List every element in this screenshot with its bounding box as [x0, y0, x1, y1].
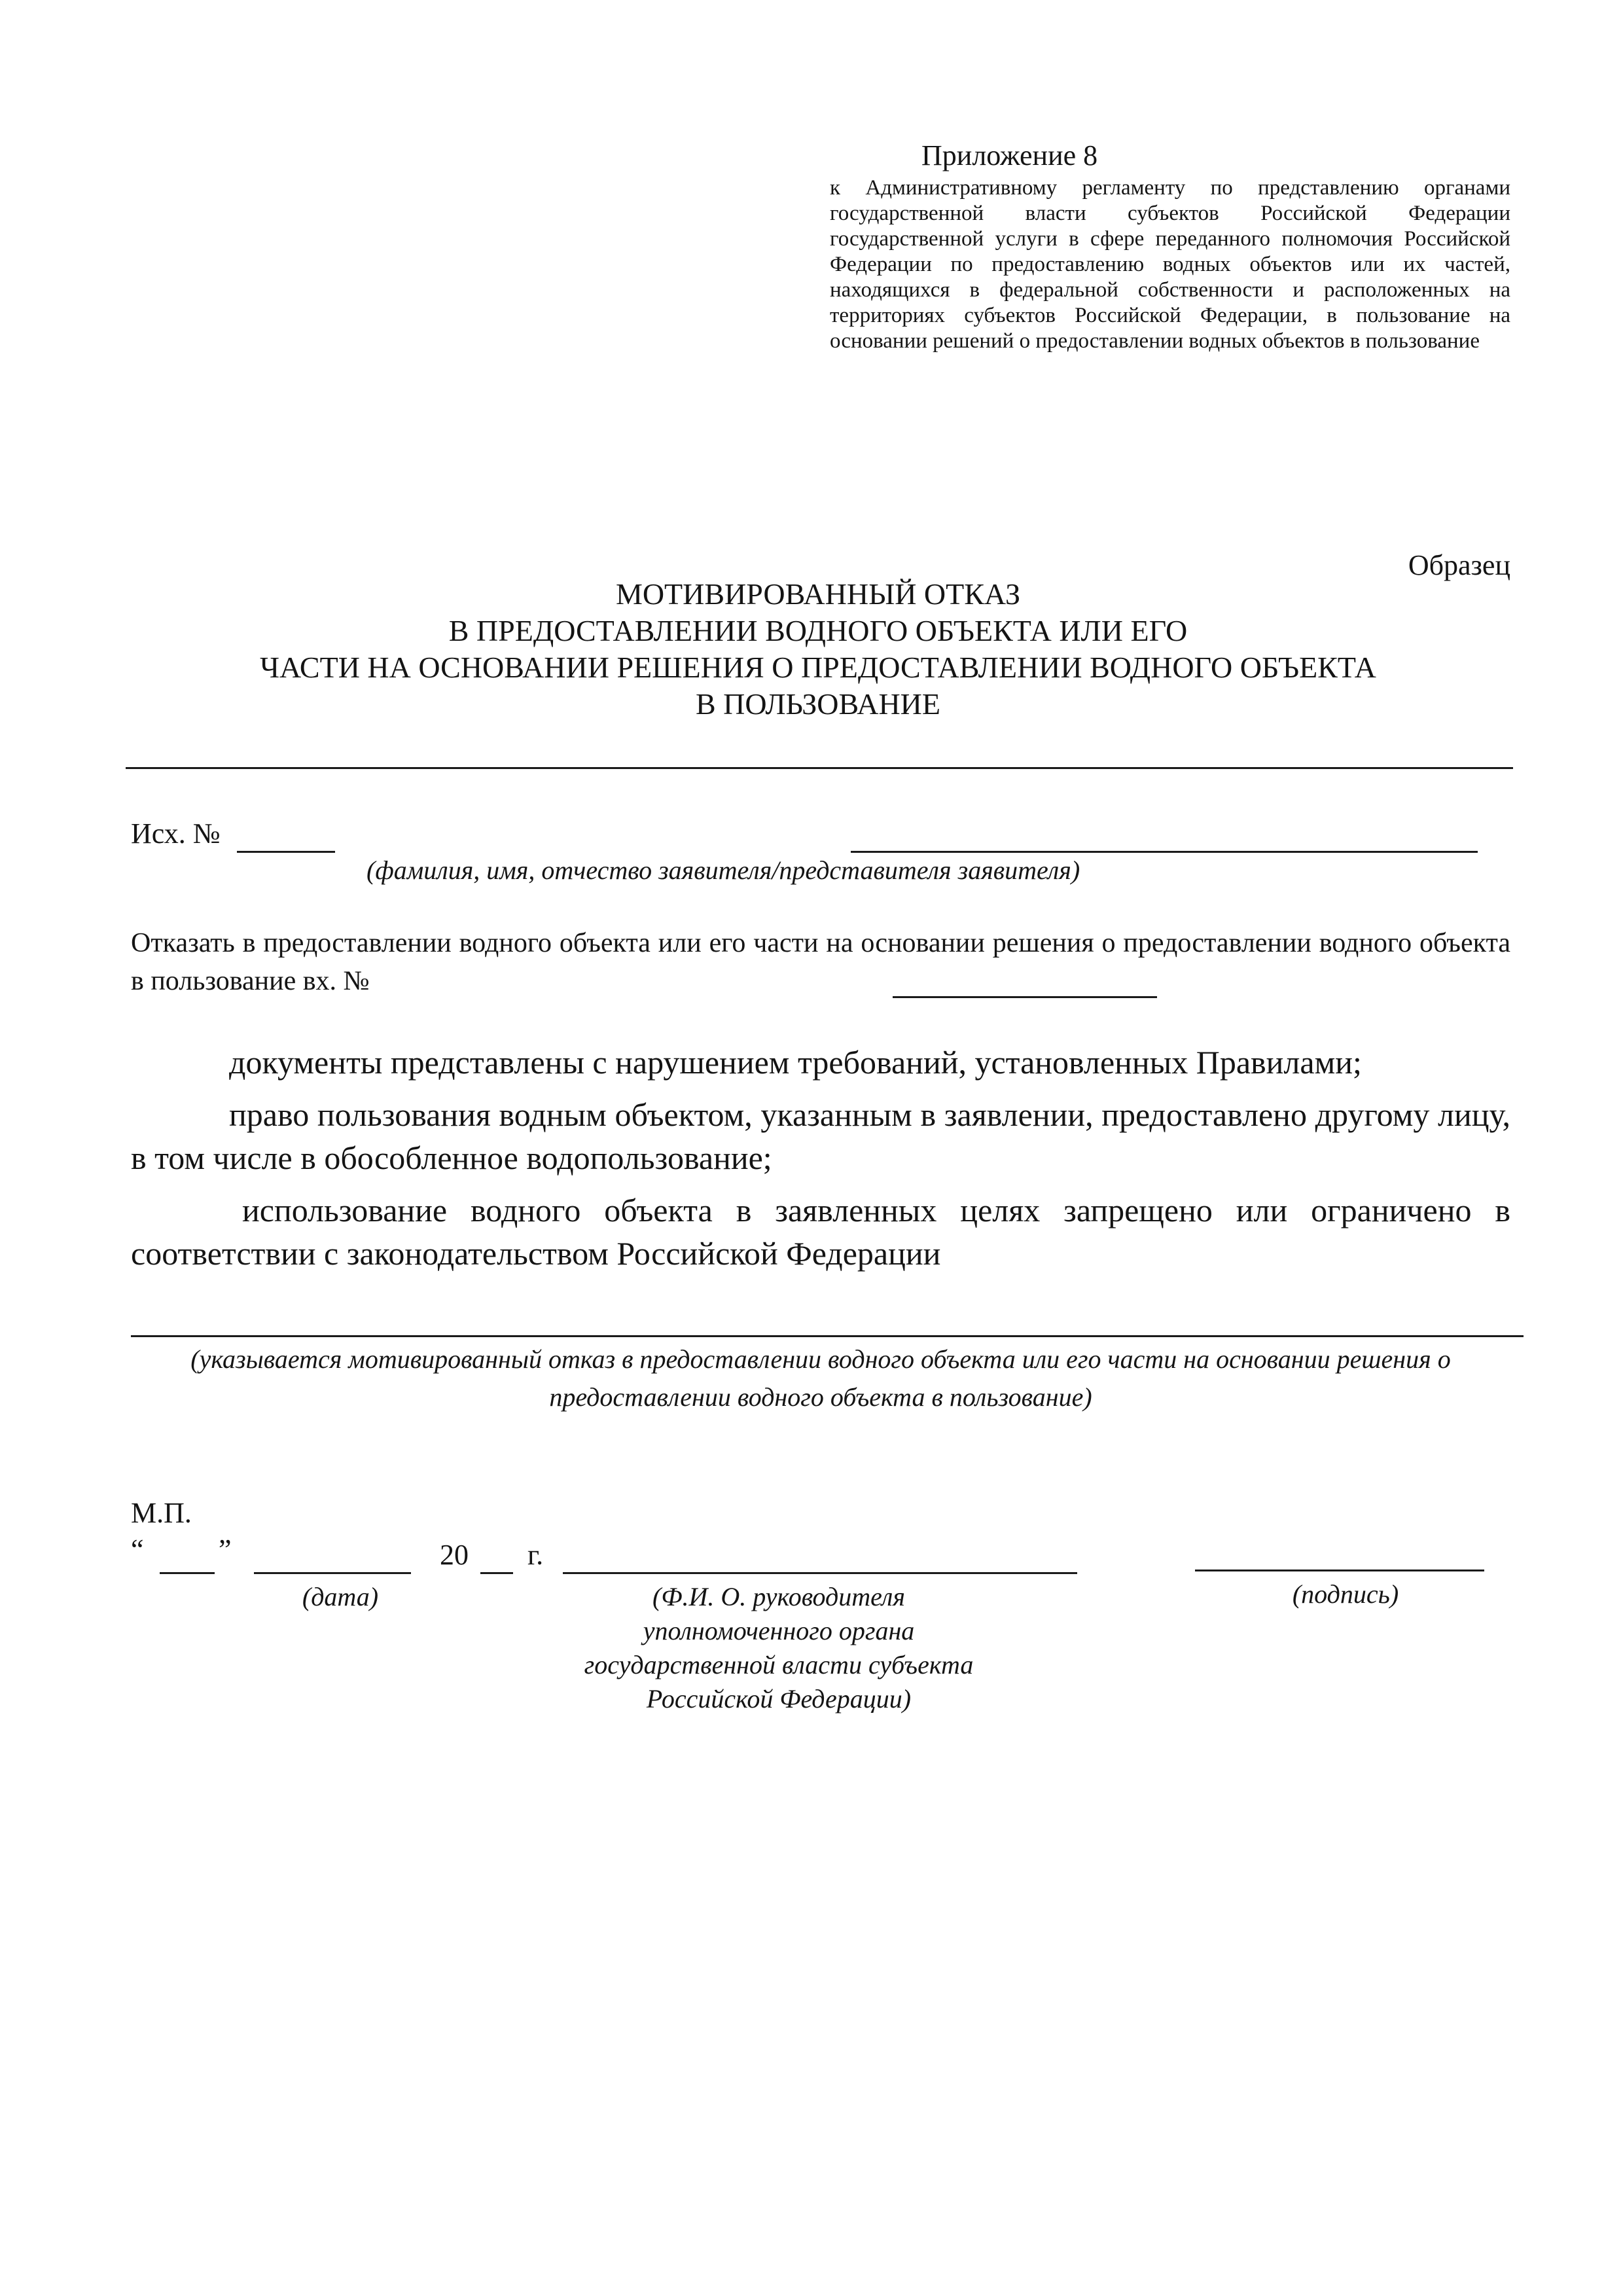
date-month-field[interactable] [254, 1572, 411, 1574]
title-divider [126, 767, 1513, 769]
incoming-number-field[interactable] [893, 996, 1157, 998]
document-title [124, 576, 1512, 723]
reason-item: документы представлены с нарушением требований, установленных Правилами; [229, 1044, 1362, 1081]
title-line: В ПРЕДОСТАВЛЕНИИ ВОДНОГО ОБЪЕКТА ИЛИ ЕГО [448, 614, 1188, 647]
outgoing-number-field[interactable] [237, 851, 335, 853]
date-quote-close: ” [219, 1534, 232, 1566]
appendix-title: Приложение 8 [921, 139, 1098, 171]
head-name-field[interactable] [563, 1572, 1077, 1574]
reason-item: использование водного объекта в заявленных целях запрещено или ограничено в соответствии с законодательством Российской Федерации [131, 1192, 1510, 1272]
head-name-caption: (Ф.И. О. руководителя уполномоченного органа государственной власти субъекта Российской Федерации) [584, 1582, 974, 1713]
year-suffix: г. [527, 1539, 544, 1571]
date-caption: (дата) [302, 1582, 379, 1611]
outgoing-number-label: Исх. № [131, 817, 221, 850]
date-day-field[interactable] [160, 1572, 215, 1574]
year-field[interactable] [480, 1572, 513, 1574]
title-line: ЧАСТИ НА ОСНОВАНИИ РЕШЕНИЯ О ПРЕДОСТАВЛЕНИИ ВОДНОГО ОБЪЕКТА [260, 651, 1376, 684]
refusal-reasons [131, 1041, 1510, 1275]
refusal-text: Отказать в предоставлении водного объекта или его части на основании решения о предоставлении водного объекта в пользование вх. № [131, 928, 1510, 996]
reason-caption: (указывается мотивированный отказ в предоставлении водного объекта или его части на основании решения о предоставлении водного объекта в пользование) [190, 1344, 1451, 1412]
stamp-label: М.П. [131, 1497, 192, 1529]
year-prefix: 20 [440, 1539, 469, 1571]
refusal-paragraph [131, 924, 1510, 1000]
sample-label: Образец [1408, 549, 1510, 581]
applicant-caption: (фамилия, имя, отчество заявителя/представителя заявителя) [366, 855, 1080, 885]
reason-item: право пользования водным объектом, указанным в заявлении, предоставлено другому лицу, в том числе в обособленное водопользование; [131, 1096, 1510, 1176]
title-line: МОТИВИРОВАННЫЙ ОТКАЗ [615, 577, 1021, 611]
title-line: В ПОЛЬЗОВАНИЕ [696, 687, 940, 721]
signature-caption: (подпись) [1292, 1579, 1399, 1609]
applicant-name-field[interactable] [851, 851, 1478, 853]
appendix-text: к Административному регламенту по представлению органами государственной власти субъектов Российской Федерации государственной услуги в сфере переданного полномочия Российской Федерации по предоставлению водных объектов или их частей, находящихся в федеральной собственности и расположенных на территориях субъектов Российской Федерации, в пользование на основании решений о предоставлении водных объектов в пользование [830, 176, 1510, 353]
date-quote-open: “ [131, 1534, 144, 1566]
reasons-divider [131, 1335, 1524, 1337]
signature-field[interactable] [1195, 1570, 1484, 1571]
